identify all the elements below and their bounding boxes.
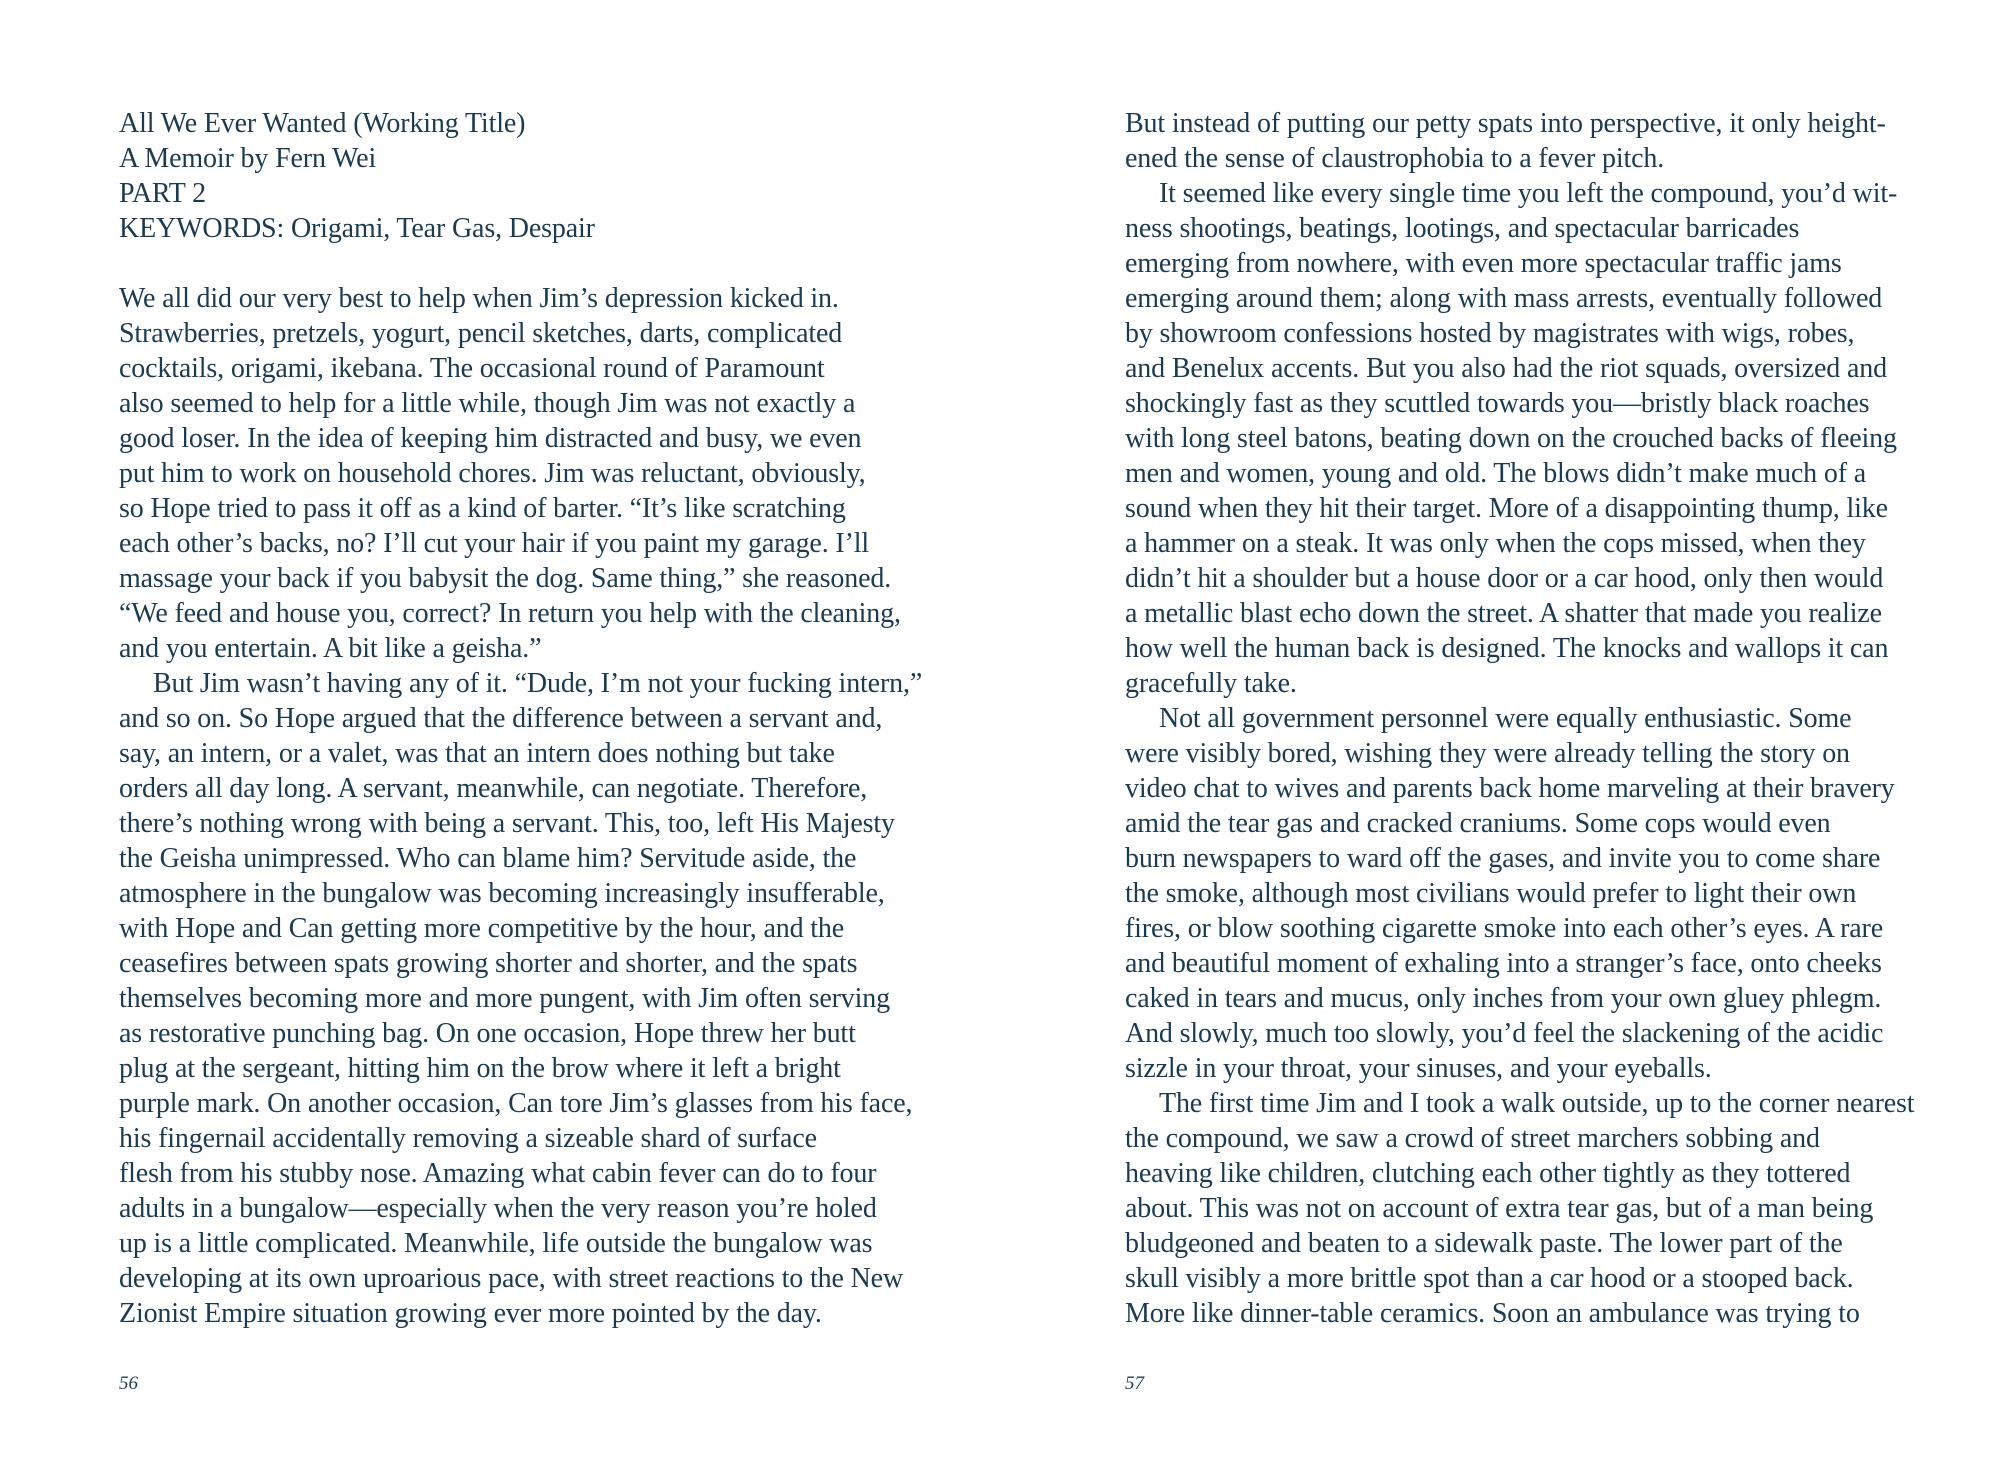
text-line: the compound, we saw a crowd of street marchers sobbing and bbox=[1125, 1123, 1820, 1154]
text-line: “We feed and house you, correct? In return you help with the cleaning, bbox=[119, 598, 901, 629]
text-line: each other’s backs, no? I’ll cut your hair if you paint my garage. I’ll bbox=[119, 528, 870, 559]
text-line: how well the human back is designed. The knocks and wallops it can bbox=[1125, 633, 1889, 664]
text-line: Strawberries, pretzels, yogurt, pencil sketches, darts, complicated bbox=[119, 318, 843, 349]
part-line: PART 2 bbox=[119, 178, 206, 209]
text-line: purple mark. On another occasion, Can tore Jim’s glasses from his face, bbox=[119, 1088, 913, 1119]
text-line: gracefully take. bbox=[1125, 668, 1297, 699]
text-line: the smoke, although most civilians would prefer to light their own bbox=[1125, 878, 1857, 909]
text-line: adults in a bungalow—especially when the very reason you’re holed bbox=[119, 1193, 877, 1224]
text-line: And slowly, much too slowly, you’d feel the slackening of the acidic bbox=[1125, 1018, 1884, 1049]
text-line: plug at the sergeant, hitting him on the brow where it left a bright bbox=[119, 1053, 841, 1084]
page-number: 57 bbox=[1125, 1373, 1144, 1394]
text-line: also seemed to help for a little while, though Jim was not exactly a bbox=[119, 388, 856, 419]
text-line: themselves becoming more and more pungent, with Jim often serving bbox=[119, 983, 890, 1014]
text-line: so Hope tried to pass it off as a kind of barter. “It’s like scratching bbox=[119, 493, 846, 524]
book-title-line: All We Ever Wanted (Working Title) bbox=[119, 108, 526, 139]
text-line: bludgeoned and beaten to a sidewalk paste. The lower part of the bbox=[1125, 1228, 1843, 1259]
text-line: a hammer on a steak. It was only when the cops missed, when they bbox=[1125, 528, 1866, 559]
text-line: and you entertain. A bit like a geisha.” bbox=[119, 633, 542, 664]
text-line: amid the tear gas and cracked craniums. Some cops would even bbox=[1125, 808, 1831, 839]
text-line: cocktails, origami, ikebana. The occasional round of Paramount bbox=[119, 353, 825, 384]
text-line: the Geisha unimpressed. Who can blame him? Servitude aside, the bbox=[119, 843, 857, 874]
paragraph-start-line: Not all government personnel were equally enthusiastic. Some bbox=[1159, 703, 1852, 734]
text-line: flesh from his stubby nose. Amazing what cabin fever can do to four bbox=[119, 1158, 877, 1189]
paragraph-start-line: The first time Jim and I took a walk outside, up to the corner nearest bbox=[1159, 1088, 1915, 1119]
text-line: men and women, young and old. The blows didn’t make much of a bbox=[1125, 458, 1867, 489]
text-line: ness shootings, beatings, lootings, and spectacular barricades bbox=[1125, 213, 1800, 244]
text-line: More like dinner-table ceramics. Soon an ambulance was trying to bbox=[1125, 1298, 1860, 1329]
right-page bbox=[1000, 0, 2000, 1458]
text-line: caked in tears and mucus, only inches from your own gluey phlegm. bbox=[1125, 983, 1882, 1014]
text-line: about. This was not on account of extra tear gas, but of a man being bbox=[1125, 1193, 1874, 1224]
text-line: with Hope and Can getting more competitive by the hour, and the bbox=[119, 913, 845, 944]
text-line: as restorative punching bag. On one occasion, Hope threw her butt bbox=[119, 1018, 856, 1049]
text-line: didn’t hit a shoulder but a house door or a car hood, only then would bbox=[1125, 563, 1884, 594]
keywords-line: KEYWORDS: Origami, Tear Gas, Despair bbox=[119, 213, 595, 244]
text-line: ened the sense of claustrophobia to a fever pitch. bbox=[1125, 143, 1665, 174]
text-line: sound when they hit their target. More of a disappointing thump, like bbox=[1125, 493, 1888, 524]
text-line: by showroom confessions hosted by magistrates with wigs, robes, bbox=[1125, 318, 1855, 349]
text-line: his fingernail accidentally removing a sizeable shard of surface bbox=[119, 1123, 817, 1154]
page-number: 56 bbox=[119, 1373, 138, 1394]
text-line: with long steel batons, beating down on the crouched backs of fleeing bbox=[1125, 423, 1897, 454]
text-line: developing at its own uproarious pace, with street reactions to the New bbox=[119, 1263, 904, 1294]
text-line: up is a little complicated. Meanwhile, life outside the bungalow was bbox=[119, 1228, 873, 1259]
text-line: heaving like children, clutching each other tightly as they tottered bbox=[1125, 1158, 1851, 1189]
text-line: there’s nothing wrong with being a servant. This, too, left His Majesty bbox=[119, 808, 895, 839]
text-line: But instead of putting our petty spats into perspective, it only height- bbox=[1125, 108, 1886, 139]
text-line: orders all day long. A servant, meanwhile, can negotiate. Therefore, bbox=[119, 773, 868, 804]
text-line: burn newspapers to ward off the gases, and invite you to come share bbox=[1125, 843, 1881, 874]
text-line: put him to work on household chores. Jim was reluctant, obviously, bbox=[119, 458, 866, 489]
text-line: Zionist Empire situation growing ever more pointed by the day. bbox=[119, 1298, 822, 1329]
text-line: ceasefires between spats growing shorter and shorter, and the spats bbox=[119, 948, 858, 979]
text-line: video chat to wives and parents back home marveling at their bravery bbox=[1125, 773, 1895, 804]
text-line: and beautiful moment of exhaling into a stranger’s face, onto cheeks bbox=[1125, 948, 1882, 979]
text-line: and Benelux accents. But you also had the riot squads, oversized and bbox=[1125, 353, 1887, 384]
text-line: good loser. In the idea of keeping him distracted and busy, we even bbox=[119, 423, 862, 454]
text-line: massage your back if you babysit the dog. Same thing,” she reasoned. bbox=[119, 563, 892, 594]
paragraph-start-line: But Jim wasn’t having any of it. “Dude, I’m not your fucking intern,” bbox=[153, 668, 923, 699]
text-line: emerging from nowhere, with even more spectacular traffic jams bbox=[1125, 248, 1842, 279]
author-line: A Memoir by Fern Wei bbox=[119, 143, 377, 174]
text-line: atmosphere in the bungalow was becoming increasingly insufferable, bbox=[119, 878, 885, 909]
text-line: We all did our very best to help when Jim’s depression kicked in. bbox=[119, 283, 839, 314]
text-line: sizzle in your throat, your sinuses, and your eyeballs. bbox=[1125, 1053, 1712, 1084]
text-line: a metallic blast echo down the street. A shatter that made you realize bbox=[1125, 598, 1882, 629]
text-line: fires, or blow soothing cigarette smoke into each other’s eyes. A rare bbox=[1125, 913, 1883, 944]
text-line: shockingly fast as they scuttled towards you—bristly black roaches bbox=[1125, 388, 1870, 419]
text-line: and so on. So Hope argued that the difference between a servant and, bbox=[119, 703, 883, 734]
text-line: say, an intern, or a valet, was that an intern does nothing but take bbox=[119, 738, 835, 769]
paragraph-start-line: It seemed like every single time you left the compound, you’d wit- bbox=[1159, 178, 1898, 209]
text-line: were visibly bored, wishing they were already telling the story on bbox=[1125, 738, 1850, 769]
text-line: skull visibly a more brittle spot than a car hood or a stooped back. bbox=[1125, 1263, 1854, 1294]
text-line: emerging around them; along with mass arrests, eventually followed bbox=[1125, 283, 1883, 314]
